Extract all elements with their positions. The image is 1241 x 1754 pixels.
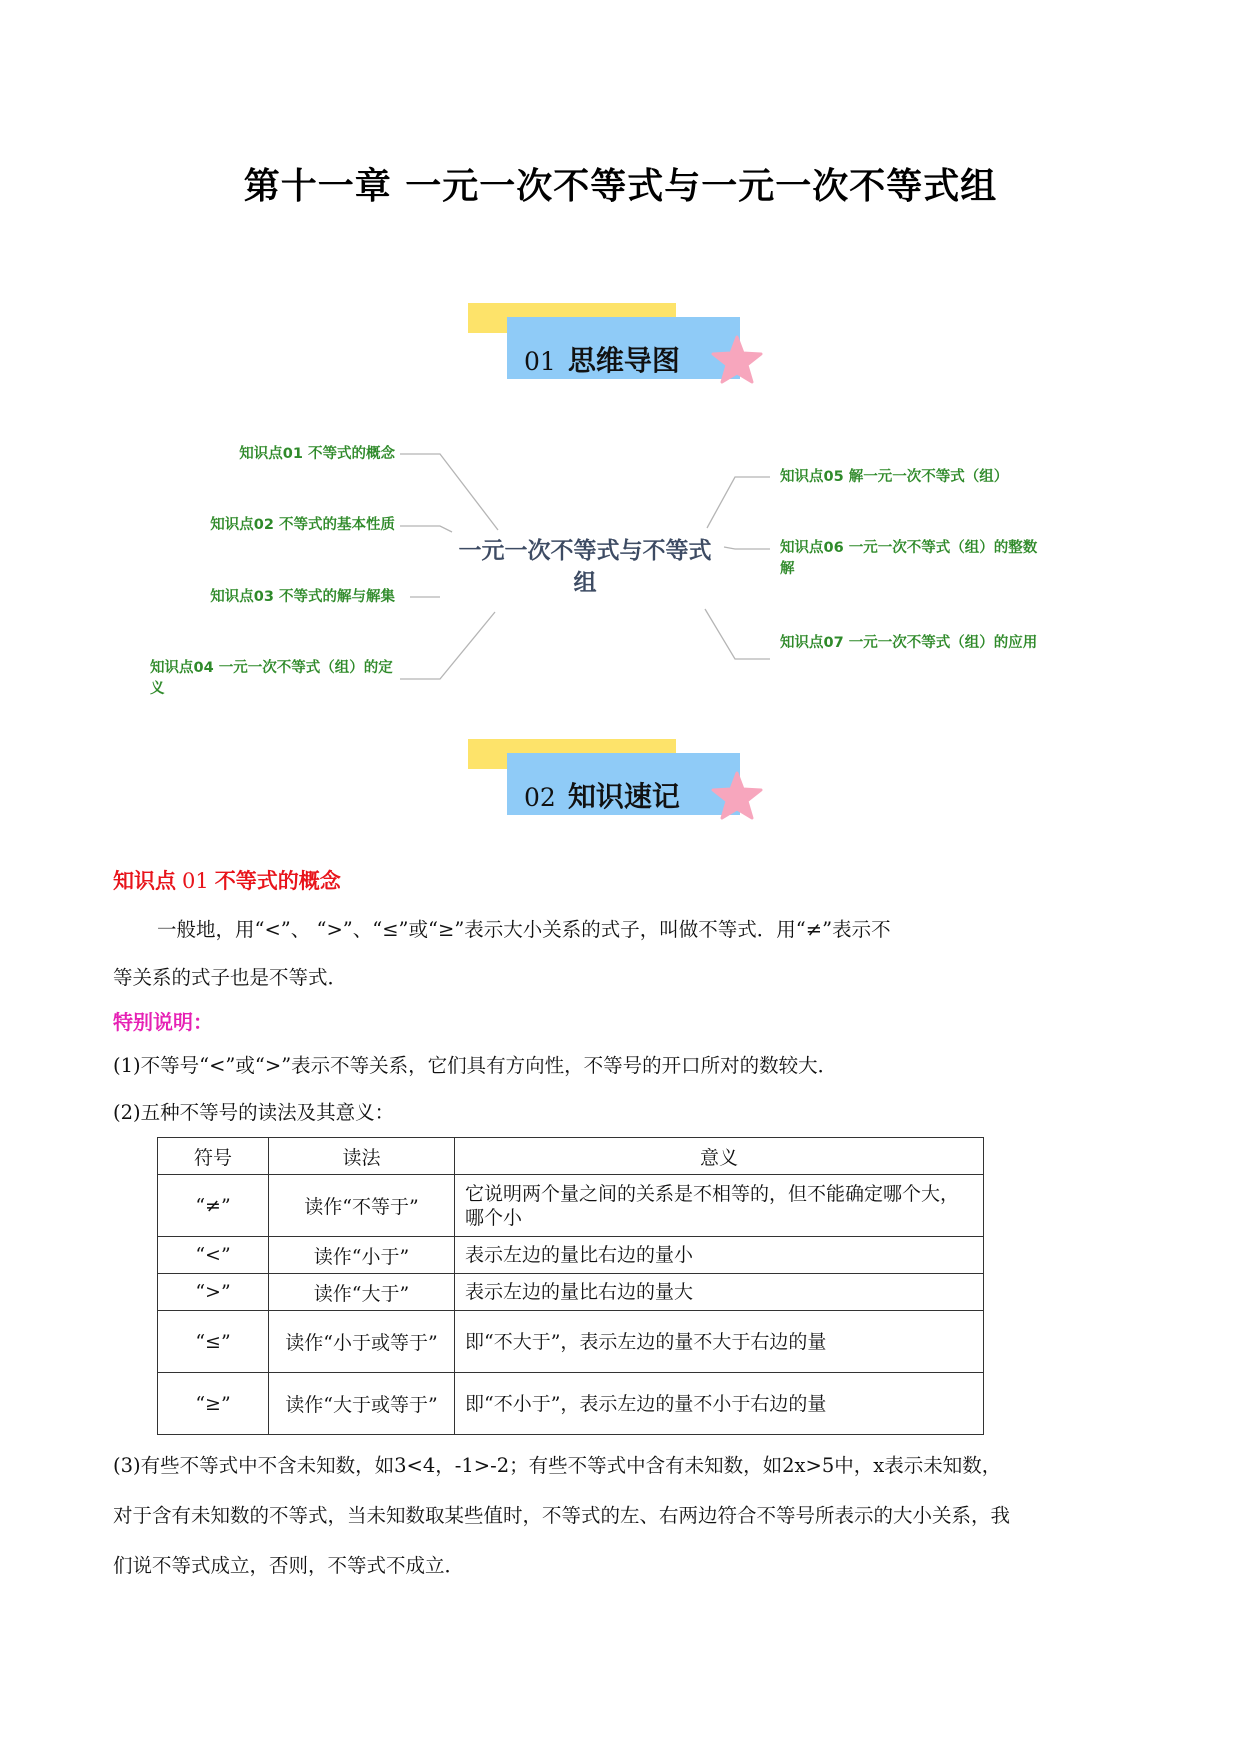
table-header: 意义: [455, 1138, 984, 1175]
reading-cell: 读作“小于”: [269, 1237, 455, 1274]
mindmap-node-07: 知识点07 一元一次不等式（组）的应用: [780, 635, 1038, 651]
table-header: 读法: [269, 1138, 455, 1175]
reading-cell: 读作“大于”: [269, 1274, 455, 1311]
symbol-cell: “<”: [158, 1237, 269, 1274]
section-number: 02: [524, 783, 556, 812]
symbol-cell: “>”: [158, 1274, 269, 1311]
table-row: [158, 1237, 984, 1274]
knowledge-point-number: 01: [182, 869, 209, 893]
knowledge-point-prefix: 知识点: [113, 869, 176, 893]
symbol-cell: “≥”: [158, 1373, 269, 1435]
mindmap-node-02: 知识点02 不等式的基本性质: [210, 517, 395, 533]
note-item-2: (2)五种不等号的读法及其意义：: [113, 1101, 395, 1124]
mindmap-node-04: 知识点04 一元一次不等式（组）的定义: [150, 660, 393, 697]
inequality-symbols-table: [157, 1137, 984, 1435]
mindmap-node-06: 知识点06 一元一次不等式（组）的整数解: [780, 540, 1038, 577]
reading-cell: 读作“大于或等于”: [269, 1373, 455, 1435]
table-row: [158, 1175, 984, 1237]
table-row: [158, 1311, 984, 1373]
table-header: 符号: [158, 1138, 269, 1175]
mindmap-node-05: 知识点05 解一元一次不等式（组）: [780, 469, 1009, 485]
meaning-cell: 表示左边的量比右边的量大: [455, 1274, 984, 1311]
knowledge-point-heading: [113, 865, 341, 895]
special-note-title: 特别说明：: [113, 1010, 213, 1034]
meaning-cell: 即“不小于”，表示左边的量不小于右边的量: [455, 1373, 984, 1435]
section-label: [524, 775, 680, 815]
reading-cell: 读作“小于或等于”: [269, 1311, 455, 1373]
section-title: 知识速记: [567, 780, 680, 813]
mindmap-node-01: 知识点01 不等式的概念: [239, 446, 395, 462]
star-icon: [711, 771, 763, 821]
section-banner-notes: [468, 739, 768, 839]
mindmap-node-03: 知识点03 不等式的解与解集: [210, 589, 395, 605]
section-number: 01: [524, 347, 556, 376]
reading-cell: 读作“不等于”: [269, 1175, 455, 1237]
note-item-3-line-2: 对于含有未知数的不等式，当未知数取某些值时，不等式的左、右两边符合不等号所表示的大小关系，我: [113, 1504, 1011, 1527]
table-row: [158, 1373, 984, 1435]
note-item-3-line-3: 们说不等式成立，否则，不等式不成立．: [113, 1554, 465, 1577]
note-item-1: (1)不等号“<”或“>”表示不等关系，它们具有方向性，不等号的开口所对的数较大．: [113, 1054, 838, 1077]
table-header-row: [158, 1138, 984, 1175]
meaning-cell: 它说明两个量之间的关系是不相等的，但不能确定哪个大，哪个小: [455, 1175, 984, 1237]
intro-line-1: 一般地，用“<”、 “>”、“≤”或“≥”表示大小关系的式子，叫做不等式．用“≠”表示不: [157, 918, 891, 941]
table-row: [158, 1274, 984, 1311]
page-title: 第十一章 一元一次不等式与一元一次不等式组: [243, 166, 998, 207]
meaning-cell: 表示左边的量比右边的量小: [455, 1237, 984, 1274]
meaning-cell: 即“不大于”，表示左边的量不大于右边的量: [455, 1311, 984, 1373]
intro-line-2: 等关系的式子也是不等式．: [113, 966, 348, 989]
section-title: 思维导图: [567, 344, 680, 377]
symbol-cell: “≠”: [158, 1175, 269, 1237]
symbol-cell: “≤”: [158, 1311, 269, 1373]
note-item-3-line-1: (3)有些不等式中不含未知数，如3<4，-1>-2；有些不等式中含有未知数，如2x>5中，x表示未知数，: [113, 1454, 1002, 1477]
knowledge-point-title: 不等式的概念: [214, 869, 341, 893]
mindmap-center: 一元一次不等式与不等式组: [458, 538, 712, 596]
